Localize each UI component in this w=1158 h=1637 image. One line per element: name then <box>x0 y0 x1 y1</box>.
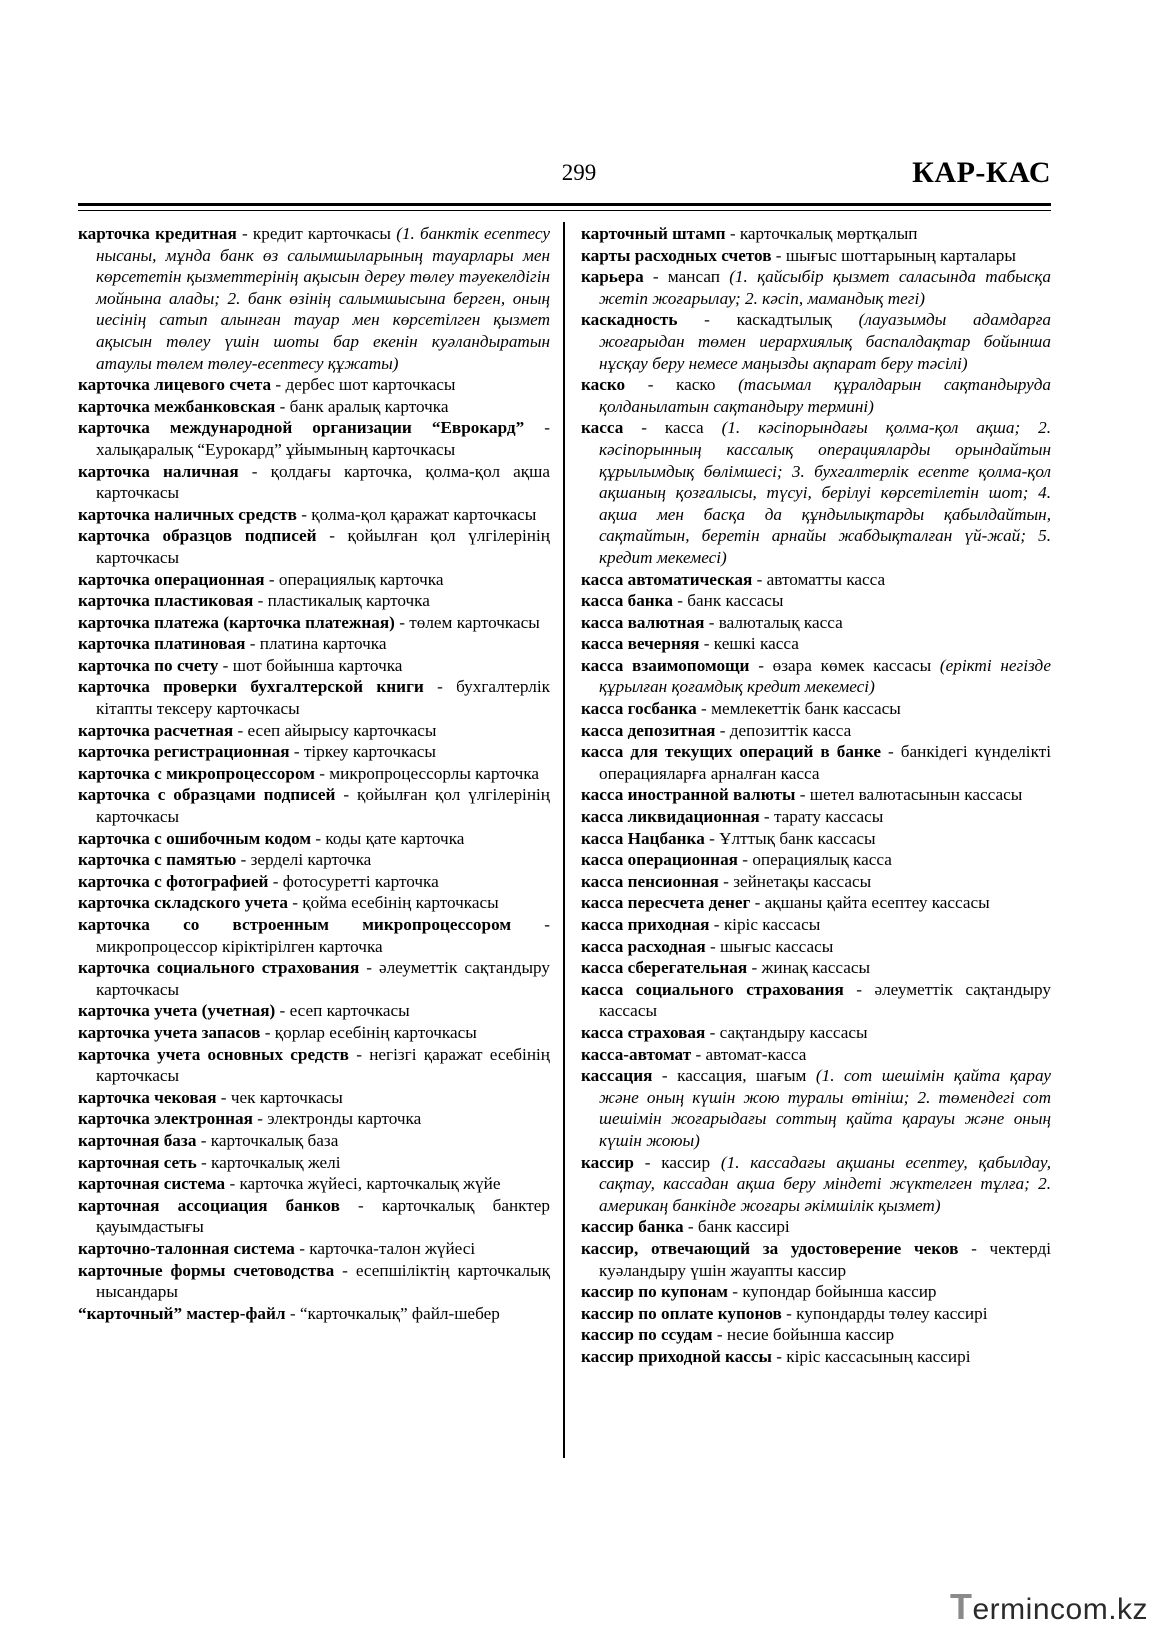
dictionary-entry: касса операционная - операциялық касса <box>581 850 892 870</box>
entry-term: касса вечерняя <box>581 634 700 654</box>
dictionary-entry: карточка с микропроцессором - микропроцессорлы карточка <box>78 763 540 783</box>
entry-translation: халықаралық “Еурокард” ұйымының карточкасы <box>96 439 456 459</box>
entry-term: касса автоматическая <box>581 569 753 589</box>
logo-initial: T <box>950 1586 973 1627</box>
dictionary-entry: каско - каско (тасымал құралдарын сақтандыруда қолданылатын сақтандыру термині) <box>581 375 1051 416</box>
dictionary-entry: карточка расчетная - есеп айырысу карточкасы <box>78 720 437 740</box>
dictionary-entry: касса пересчета денег - ақшаны қайта есептеу кассасы <box>581 893 990 913</box>
entry-term: карточка образцов подписей <box>78 526 317 546</box>
entry-term: кассир по оплате купонов <box>581 1303 782 1323</box>
entry-term: касса-автомат <box>581 1044 692 1064</box>
entry-term: кассация <box>581 1066 653 1086</box>
dictionary-entry: касса депозитная - депозиттік касса <box>581 720 852 740</box>
entry-translation: әлеуметтік сақтандыру кассасы <box>599 979 1051 1021</box>
entry-term: касса операционная <box>581 850 738 870</box>
entry-translation: кассация, шағым <box>677 1066 807 1086</box>
dictionary-entry: касса ликвидационная - тарату кассасы <box>581 807 884 827</box>
entry-translation: карточкалық база <box>210 1130 339 1150</box>
entry-term: карточка с фотографией <box>78 871 269 891</box>
entry-translation: каскадтылық <box>736 310 832 330</box>
entry-translation: автоматты касса <box>766 569 886 589</box>
dictionary-entry: касса социального страхования - әлеуметтік сақтандыру кассасы <box>581 979 1051 1021</box>
dictionary-entry: касса вечерняя - кешкі касса <box>581 634 799 654</box>
entry-translation: банк кассасы <box>687 591 784 611</box>
entry-term: касса депозитная <box>581 720 716 740</box>
dictionary-entry: касса автоматическая - автоматты касса <box>581 569 886 589</box>
entry-translation: қолма-қол қаражат карточкасы <box>311 504 537 524</box>
entry-term: карточка с образцами подписей <box>78 785 336 805</box>
dictionary-entry: карточка с фотографией - фотосуретті карточка <box>78 871 439 891</box>
entry-translation: қойма есебінің карточкасы <box>302 893 499 913</box>
dictionary-entry: карточка регистрационная - тіркеу карточкасы <box>78 742 436 762</box>
dictionary-entry: карточка наличная - қолдағы карточка, қолма-қол ақша карточкасы <box>78 461 550 503</box>
entry-translation: төлем карточкасы <box>409 612 540 632</box>
dictionary-entry: каскадность - каскадтылық (лауазымды адамдарға жоғарыдан төмен иерархиялық баспалдақтар бойынша нұсқау беру немесе маңызды ақпарат беру тәсілі) <box>581 310 1051 373</box>
dictionary-entry: карточка по счету - шот бойынша карточка <box>78 655 403 675</box>
entry-note: (лауазымды адамдарға жоғарыдан төмен иерархиялық баспалдақтар бойынша нұсқау беру немесе маңызды ақпарат беру тәсілі) <box>599 310 1051 373</box>
entry-translation: банк кассирі <box>697 1217 790 1237</box>
dictionary-entry: касса иностранной валюты - шетел валютасынын кассасы <box>581 785 1023 805</box>
entry-term: кассир банка <box>581 1217 684 1237</box>
entry-translation: бухгалтерлік кітапты тексеру карточкасы <box>96 677 550 719</box>
entry-term: касса ликвидационная <box>581 807 760 827</box>
entry-translation: карточкалық банктер қауымдастығы <box>96 1195 551 1237</box>
entry-term: касса госбанка <box>581 699 697 719</box>
dictionary-entry: кассир - кассир (1. кассадағы ақшаны есептеу, қабылдау, сақтау, кассадан ақша беру міндеті жүктелген тұлға; 2. америкаң банкінде жоғары әкімшілік қызмет) <box>581 1152 1051 1215</box>
entry-term: касса банка <box>581 591 673 611</box>
entry-term: карточка с микропроцессором <box>78 763 315 783</box>
entry-translation: кіріс кассасы <box>723 915 821 934</box>
entry-translation: “карточкалық” файл-шебер <box>299 1303 500 1323</box>
entry-translation: кассир <box>661 1152 711 1172</box>
entry-translation: купондарды төлеу кассирі <box>796 1303 988 1323</box>
entry-translation: купондар бойынша кассир <box>742 1282 937 1302</box>
dictionary-entry: карточка платиновая - платина карточка <box>78 634 387 654</box>
entry-translation: кредит карточкасы <box>252 224 391 243</box>
entry-term: каскадность <box>581 310 678 330</box>
dictionary-entry: касса Нацбанка - Ұлттық банк кассасы <box>581 828 876 848</box>
entry-translation: шот бойынша карточка <box>232 655 403 675</box>
dictionary-entry: карточка образцов подписей - қойылған қол үлгілерінің карточкасы <box>78 526 550 567</box>
entry-term: карточка электронная <box>78 1109 253 1129</box>
entry-translation: микропроцессор кіріктірілген карточка <box>96 936 383 956</box>
dictionary-entry: карточка с образцами подписей - қойылған қол үлгілерінің карточкасы <box>78 785 550 827</box>
running-head: КАР-КАС <box>912 156 1051 189</box>
dictionary-entry: кассир по купонам - купондар бойынша кассир <box>581 1282 937 1302</box>
entry-term: кассир, отвечающий за удостоверение чеков <box>581 1238 959 1258</box>
entry-term: карточка расчетная <box>78 720 234 740</box>
right-column <box>581 223 1051 1367</box>
entry-translation: кешкі касса <box>713 634 799 654</box>
dictionary-entry: карточка учета запасов - қорлар есебінің карточкасы <box>78 1022 477 1042</box>
entry-term: карточка регистрационная <box>78 742 290 762</box>
entry-term: касса <box>581 418 624 438</box>
entry-term: карточный штамп <box>581 224 726 243</box>
entry-term: касса взаимопомощи <box>581 655 750 675</box>
entry-translation: Ұлттық банк кассасы <box>719 828 876 848</box>
entry-term: карточка учета запасов <box>78 1022 261 1042</box>
entry-term: карточка проверки бухгалтерской книги <box>78 677 424 697</box>
entry-translation: есепшіліктің карточкалық нысандары <box>96 1260 550 1302</box>
dictionary-entry: касса сберегательная - жинақ кассасы <box>581 958 871 978</box>
entry-translation: қойылған қол үлгілерінің карточкасы <box>96 785 550 827</box>
entry-translation: шетел валютасынын кассасы <box>809 785 1023 805</box>
entry-translation: кіріс кассасының кассирі <box>786 1346 971 1366</box>
entry-note: (1. сот шешімін қайта қарау және оның күшін жою туралы өтініш; 2. төмендегі сот шешімін жоғарыдағы соттың қайта қарауы және оның күшін жоюы) <box>599 1066 1051 1150</box>
entry-term: карточка со встроенным микропроцессором <box>78 915 512 934</box>
entry-term: касса валютная <box>581 612 705 632</box>
entry-term: карточка учета (учетная) <box>78 1001 276 1021</box>
entry-translation: несие бойынша кассир <box>726 1325 895 1345</box>
entry-term: касса для текущих операций в банке <box>581 742 881 762</box>
dictionary-entry: карточка платежа (карточка платежная) - төлем карточкасы <box>78 612 540 632</box>
dictionary-entry: карточка учета (учетная) - есеп карточкасы <box>78 1001 410 1021</box>
entry-translation: платина карточка <box>259 634 387 654</box>
dictionary-entry: карточка проверки бухгалтерской книги - бухгалтерлік кітапты тексеру карточкасы <box>78 677 550 719</box>
dictionary-entry: карточка чековая - чек карточкасы <box>78 1087 343 1107</box>
entry-note: (1. кәсіпорындағы қолма-қол ақша; 2. кәсіпорынның кассалық операцияларды орындайтын құрылымдық бөлімшесі; 3. бухгалтерлік есепте қолма-қол ақшаның қозғалысы, түсуі, берілуі көрсетілетін шот; 4. ақша мен басқа да құндылықтарды қабылдайтын, сақтайтын, беретін арнайы жабдықталған үй-жай; 5. кредит мекемесі) <box>599 418 1051 567</box>
entry-term: карточка платежа (карточка платежная) <box>78 612 395 632</box>
termincom-logo[interactable] <box>950 1586 1148 1628</box>
entry-term: касса пересчета денег <box>581 893 751 913</box>
entry-translation: қойылған қол үлгілерінің карточкасы <box>96 526 550 567</box>
dictionary-entry: карточные формы счетоводства - есепшіліктің карточкалық нысандары <box>78 1260 550 1302</box>
column-divider <box>563 222 565 1458</box>
entry-translation: каско <box>676 375 716 395</box>
entry-translation: сақтандыру кассасы <box>719 1022 868 1042</box>
entry-term: карточная ассоциация банков <box>78 1195 340 1215</box>
entry-note: (1. қайсыбір қызмет саласында табысқа жетіп жоғарылау; 2. кәсіп, мамандық тегі) <box>599 267 1051 308</box>
entry-translation: пластикалық карточка <box>267 591 430 611</box>
entry-term: карты расходных счетов <box>581 245 772 265</box>
dictionary-entry: карточка пластиковая - пластикалық карточка <box>78 591 430 611</box>
entry-translation: фотосуретті карточка <box>282 871 439 891</box>
entry-note: (тасымал құралдарын сақтандыруда қолданылатын сақтандыру термині) <box>599 375 1051 416</box>
dictionary-entry: кассир приходной кассы - кіріс кассасының кассирі <box>581 1346 971 1366</box>
dictionary-entry: кассир, отвечающий за удостоверение чеков - чектерді куәландыру үшін жауапты кассир <box>581 1238 1051 1280</box>
entry-translation: өзара көмек кассасы <box>772 655 932 675</box>
entry-term: карточка с памятью <box>78 850 237 870</box>
dictionary-entry: карточка лицевого счета - дербес шот карточкасы <box>78 375 456 395</box>
dictionary-entry: кассация - кассация, шағым (1. сот шешімін қайта қарау және оның күшін жою туралы өтініш; 2. төмендегі сот шешімін жоғарыдағы соттың қайта қарауы және оның күшін жоюы) <box>581 1066 1051 1150</box>
entry-term: касса страховая <box>581 1022 706 1042</box>
entry-term: карточка пластиковая <box>78 591 254 611</box>
entry-note: (ерікті негізде құрылған қоғамдық кредит мекемесі) <box>599 655 1051 697</box>
entry-term: касса иностранной валюты <box>581 785 796 805</box>
dictionary-entry: карточная ассоциация банков - карточкалық банктер қауымдастығы <box>78 1195 551 1237</box>
page-number: 299 <box>561 160 597 185</box>
dictionary-entry: касса взаимопомощи - өзара көмек кассасы (ерікті негізде құрылған қоғамдық кредит мекемесі) <box>581 655 1051 697</box>
dictionary-entry: карточка со встроенным микропроцессором - микропроцессор кіріктірілген карточка <box>78 915 550 956</box>
dictionary-entry: карточка международной организации “Еврокард” - халықаралық “Еурокард” ұйымының карточкасы <box>78 418 550 459</box>
entry-translation: операциялық касса <box>752 850 892 870</box>
entry-term: карточка кредитная <box>78 224 237 243</box>
dictionary-entry: касса для текущих операций в банке - банкідегі күнделікті операцияларға арналған касса <box>581 742 1051 783</box>
entry-term: касса Нацбанка <box>581 828 705 848</box>
entry-term: касса приходная <box>581 915 710 934</box>
entry-term: карточка наличных средств <box>78 504 297 524</box>
entry-term: карточка наличная <box>78 461 239 481</box>
entry-translation: мансап <box>667 267 720 287</box>
entry-translation: әлеуметтік сақтандыру карточкасы <box>96 958 550 999</box>
header-rule-thick <box>78 203 1051 206</box>
dictionary-entry: карточный штамп - карточкалық мөртқалып <box>581 224 918 243</box>
dictionary-entry: кассир банка - банк кассирі <box>581 1217 790 1237</box>
logo-text: ermincom.kz <box>972 1593 1149 1626</box>
entry-term: карточка платиновая <box>78 634 246 654</box>
entry-translation: мемлекеттік банк кассасы <box>711 699 901 719</box>
entry-translation: операциялық карточка <box>278 569 444 589</box>
entry-translation: карточкалық мөртқалып <box>739 224 918 243</box>
dictionary-entry: карточка наличных средств - қолма-қол қаражат карточкасы <box>78 504 537 524</box>
dictionary-entry: карточка операционная - операциялық карточка <box>78 569 444 589</box>
entry-note: (1. кассадағы ақшаны есептеу, қабылдау, сақтау, кассадан ақша беру міндеті жүктелген тұлға; 2. америкаң банкінде жоғары әкімшілік қызмет) <box>599 1152 1051 1215</box>
entry-term: карточка лицевого счета <box>78 375 272 395</box>
dictionary-entry: карточная сеть - карточкалық желі <box>78 1152 341 1172</box>
entry-term: карточно-талонная система <box>78 1238 295 1258</box>
entry-translation: негізгі қаражат есебінің карточкасы <box>96 1044 550 1086</box>
entry-translation: касса <box>664 418 704 438</box>
dictionary-entry: карьера - мансап (1. қайсыбір қызмет саласында табысқа жетіп жоғарылау; 2. кәсіп, мамандық тегі) <box>581 267 1051 308</box>
entry-term: карточка международной организации “Еврокард” <box>78 418 525 438</box>
entry-translation: тіркеу карточкасы <box>303 742 436 762</box>
entry-term: касса расходная <box>581 936 706 956</box>
entry-term: “карточный” мастер-файл <box>78 1303 286 1323</box>
entry-translation: жинақ кассасы <box>761 958 871 978</box>
entry-term: карточка социального страхования <box>78 958 360 978</box>
entry-term: карточка операционная <box>78 569 265 589</box>
entry-term: карточная сеть <box>78 1152 197 1172</box>
dictionary-entry: карточка кредитная - кредит карточкасы (1. банктік есептесу нысаны, мұнда банк өз салымшыларының тауарлары мен көрсететін қызметтерінің ақысын дереу төлеу тәуекелдігін мойнына алады; 2. банк өзінің салымшысына берген, оның иесінің сатып алынған тауар мен көрсетілген қызмет ақысын төлеу үшін шоты бар екенін куәландыратын атаулы төлем төлеу-есептесу құжаты) <box>78 224 551 373</box>
entry-translation: банк аралық карточка <box>289 396 449 416</box>
entry-translation: банкідегі күнделікті операцияларға арналған касса <box>599 742 1051 783</box>
dictionary-entry: касса приходная - кіріс кассасы <box>581 915 821 934</box>
entry-translation: қорлар есебінің карточкасы <box>274 1022 477 1042</box>
entry-translation: зерделі карточка <box>250 850 372 870</box>
entry-translation: шығыс кассасы <box>720 936 834 956</box>
entry-translation: чек карточкасы <box>230 1087 343 1107</box>
dictionary-entry: карточная база - карточкалық база <box>78 1130 339 1150</box>
entry-translation: автомат-касса <box>705 1044 807 1064</box>
dictionary-entry: карточно-талонная система - карточка-талон жүйесі <box>78 1238 476 1258</box>
entry-translation: депозиттік касса <box>729 720 852 740</box>
entry-term: карточка межбанковская <box>78 396 276 416</box>
entry-translation: электронды карточка <box>267 1109 422 1129</box>
entry-translation: карточка жүйесі, карточкалық жүйе <box>239 1174 501 1194</box>
entry-translation: қолдағы карточка, қолма-қол ақша карточкасы <box>96 461 550 503</box>
dictionary-entry: “карточный” мастер-файл - “карточкалық” файл-шебер <box>78 1303 500 1323</box>
dictionary-entry: касса пенсионная - зейнетақы кассасы <box>581 871 872 891</box>
entry-translation: коды қате карточка <box>325 828 465 848</box>
entry-term: карточка чековая <box>78 1087 217 1107</box>
entry-translation: чектерді куәландыру үшін жауапты кассир <box>599 1238 1051 1280</box>
dictionary-entry: карточка межбанковская - банк аралық карточка <box>78 396 449 416</box>
entry-term: касса социального страхования <box>581 979 844 999</box>
entry-term: касса пенсионная <box>581 871 719 891</box>
dictionary-entry: карточная система - карточка жүйесі, карточкалық жүйе <box>78 1174 501 1194</box>
dictionary-entry: карточка складского учета - қойма есебінің карточкасы <box>78 893 499 913</box>
entry-translation: дербес шот карточкасы <box>285 375 456 395</box>
dictionary-entry: касса расходная - шығыс кассасы <box>581 936 834 956</box>
entry-term: касса сберегательная <box>581 958 748 978</box>
dictionary-entry: касса госбанка - мемлекеттік банк кассасы <box>581 699 901 719</box>
dictionary-entry: карточка учета основных средств - негізгі қаражат есебінің карточкасы <box>78 1044 550 1086</box>
left-column <box>78 223 550 1324</box>
entry-term: карточная система <box>78 1174 226 1194</box>
entry-term: каско <box>581 375 626 395</box>
dictionary-entry: карточка с памятью - зерделі карточка <box>78 850 372 870</box>
entry-translation: валюталық касса <box>718 612 843 632</box>
entry-note: (1. банктік есептесу нысаны, мұнда банк өз салымшыларының тауарлары мен көрсететін қызметтерінің ақысын дереу төлеу тәуекелдігін мойнына алады; 2. банк өзінің салымшысына берген, оның иесінің сатып алынған тауар мен көрсетілген қызмет ақысын төлеу үшін шоты бар екенін куәландыратын атаулы төлем төлеу-есептесу құжаты) <box>96 224 551 373</box>
dictionary-entry: касса банка - банк кассасы <box>581 591 784 611</box>
dictionary-entry: карточка социального страхования - әлеуметтік сақтандыру карточкасы <box>78 958 550 999</box>
entry-term: карточка учета основных средств <box>78 1044 349 1064</box>
dictionary-entry: кассир по ссудам - несие бойынша кассир <box>581 1325 895 1345</box>
dictionary-entry: касса страховая - сақтандыру кассасы <box>581 1022 868 1042</box>
dictionary-entry: карты расходных счетов - шығыс шоттарының карталары <box>581 245 1016 265</box>
dictionary-entry: касса - касса (1. кәсіпорындағы қолма-қол ақша; 2. кәсіпорынның кассалық операцияларды орындайтын құрылымдық бөлімшесі; 3. бухгалтерлік есепте қолма-қол ақшаның қозғалысы, түсуі, берілуі көрсетілетін шот; 4. ақша мен басқа да құндылықтарды қабылдайтын, сақтайтын, беретін арнайы жабдықталған үй-жай; 5. кредит мекемесі) <box>581 418 1051 567</box>
header-rule-thin <box>78 210 1051 211</box>
entry-term: карточка с ошибочным кодом <box>78 828 312 848</box>
dictionary-entry: кассир по оплате купонов - купондарды төлеу кассирі <box>581 1303 988 1323</box>
entry-term: карточная база <box>78 1130 197 1150</box>
entry-term: кассир приходной кассы <box>581 1346 772 1366</box>
dictionary-entry: касса валютная - валюталық касса <box>581 612 843 632</box>
dictionary-entry: карточка с ошибочным кодом - коды қате карточка <box>78 828 465 848</box>
dictionary-entry: карточка электронная - электронды карточка <box>78 1109 422 1129</box>
entry-translation: микропроцессорлы карточка <box>329 763 540 783</box>
entry-translation: карточка-талон жүйесі <box>309 1238 476 1258</box>
entry-translation: есеп карточкасы <box>289 1001 410 1021</box>
entry-term: карточные формы счетоводства <box>78 1260 335 1280</box>
entry-term: карьера <box>581 267 644 287</box>
entry-translation: есеп айырысу карточкасы <box>247 720 437 740</box>
entry-term: карточка по счету <box>78 655 219 675</box>
entry-term: кассир <box>581 1152 634 1172</box>
entry-translation: шығыс шоттарының карталары <box>785 245 1016 265</box>
entry-translation: зейнетақы кассасы <box>733 871 872 891</box>
entry-translation: тарату кассасы <box>773 807 884 827</box>
entry-term: карточка складского учета <box>78 893 288 913</box>
entry-translation: карточкалық желі <box>211 1152 341 1172</box>
entry-translation: ақшаны қайта есептеу кассасы <box>764 893 990 913</box>
entry-term: кассир по купонам <box>581 1282 728 1302</box>
dictionary-entry: касса-автомат - автомат-касса <box>581 1044 807 1064</box>
entry-term: кассир по ссудам <box>581 1325 713 1345</box>
